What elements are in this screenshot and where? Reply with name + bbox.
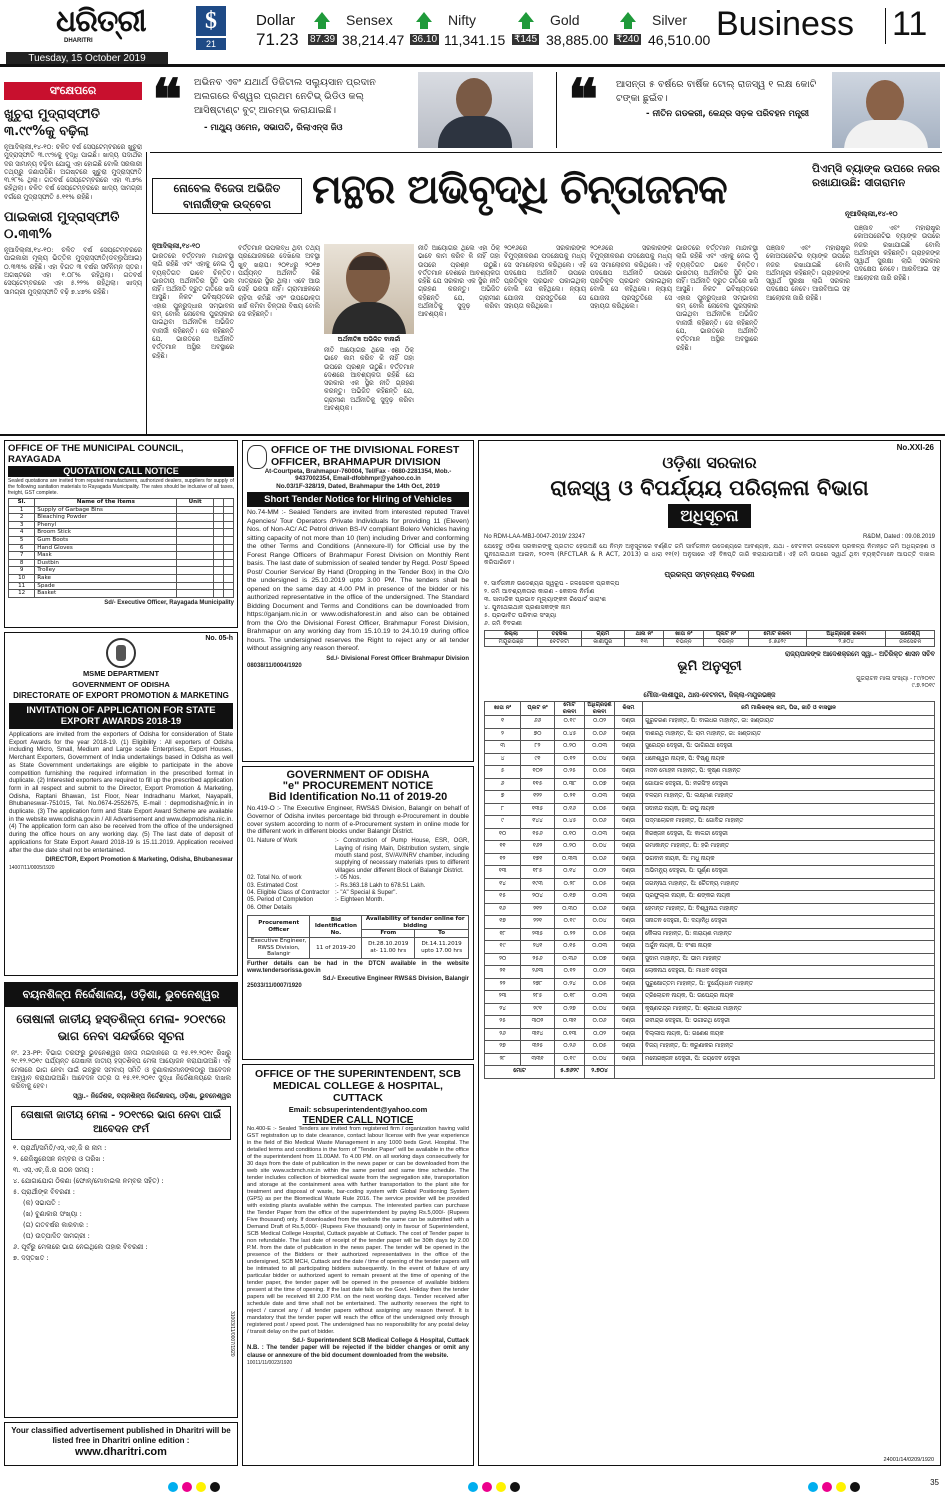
person-photo-right [832,72,940,148]
table-row: ୩ ୮୨ ୦.୨୦ ୦.୦୩ ଦଣ୍ଡା ସୁରେନ୍ଦ୍ର ଦେହୁରୀ, ପି: ଭାଗିରଥୀ ଦେହୁରୀ [485,741,935,754]
ad-eproc-body: No.419-O :- The Executive Engineer, RWS&S Division, Balangir on behalf of Governor of Odisha invites percentage bid through e-Procurement in double cover system according to norm of e-Procurement system in online mode for the different work in different blocks under Balangir District. [247,805,469,836]
ad-revenue-schedule-table: ଖାତା ନଂ ପ୍ଲଟ ନଂ ମୋଟ ରକବା ଅଧିଗ୍ରହଣ ରକବା କିସମ ଜମି ମାଲିକଙ୍କ ନାମ, ପିତା, ଜାତି ଓ ବାସସ୍ଥାନ ୧ ୬୬ ୦.୧୯ ୦.୦୨ ଦଣ୍ଡା ଗୁରୁଚରଣ ମାହାନ୍ତ, ପି: ବାଇଧର ମାହାନ୍ତ, ଜା: ଖଣ୍ଡାୟତ ୨ ୭୦ ୦.୪୫ ୦.୦୬ ଦଣ୍ଡା ଦାଶରଥି ମାହାନ୍ତ, ପି: ରାମ ମାହାନ୍ତ, ଜା: ଖଣ୍ଡାୟତ ୩ ୮୨ ୦.୨୦ ୦.୦୩ ଦଣ୍ଡା ସୁରେନ୍ଦ୍ର ଦେହୁରୀ, ପି: ଭାଗିରଥୀ ଦେହୁରୀ ୪ ୯୧ ୦.୧୨ ୦.୦୪ ଦଣ୍ଡା ଧନେଶ୍ୱର ନାୟକ, ପି: ବିଷ୍ଣୁ ନାୟକ ୫ ୧୦୨ ୦.୨୫ ୦.୦୫ ଦଣ୍ଡା ମଦନ ମୋହନ ମାହାନ୍ତ, ପି: କୃଷ୍ଣ ମାହାନ୍ତ ୬ ୧୧୫ ୦.୩୮ ୦.୦୭ ଦଣ୍ଡା ଗୋପାଳ ଦେହୁରୀ, ପି: ନରସିଂହ ଦେହୁରୀ ୭ ୧୨୨ ୦.୨୧ ୦.୦୩ ଦଣ୍ଡା ବଳରାମ ମାହାନ୍ତ, ପି: ଲକ୍ଷ୍ମଣ ମାହାନ୍ତ ୮ ୧୩୫ ୦.୧୬ ୦.୦୫ ଦଣ୍ଡା ସଦାନନ୍ଦ ନାୟକ, ପି: ରଘୁ ନାୟକ ୯ ୧୪୪ ୦.୪୫ ୦.୦୬ ଦଣ୍ଡା ପଦ୍ମଲୋଚନ ମାହାନ୍ତ, ପି: ଗୋବିନ୍ଦ ମାହାନ୍ତ ୧୦ ୧୫୬ ୦.୧୦ ୦.୦୩ ଦଣ୍ଡା ନିରଞ୍ଜନ ଦେହୁରୀ, ପି: କାଳନ୍ଦୀ ଦେହୁରୀ ୧୧ ୧୬୨ ୦.୨୦ ୦.୦୪ ଦଣ୍ଡା ରମାକାନ୍ତ ମାହାନ୍ତ, ପି: ହରି ମାହାନ୍ତ ୧୨ ୧୭୧ ୦.୩୩ ୦.୦୬ ଦଣ୍ଡା ଭଗବାନ ନାୟକ, ପି: ମଧୁ ନାୟକ ୧୩ ୧୮୫ ୦.୧୪ ୦.୦୨ ଦଣ୍ଡା ଅଭିମନ୍ୟୁ ଦେହୁରୀ, ପି: ପୂର୍ଣ୍ଣ ଦେହୁରୀ ୧୪ ୧୯୩ ୦.୨୮ ୦.୦୫ ଦଣ୍ଡା ଜଗନ୍ନାଥ ମାହାନ୍ତ, ପି: ଚୈତନ୍ୟ ମାହାନ୍ତ ୧୫ ୨୦୪ ୦.୧୭ ୦.୦୩ ଦଣ୍ଡା ପ୍ରଫୁଲ୍ଲ ନାୟକ, ପି: ଶଙ୍କର ନାୟକ ୧୬ ୨୧୨ ୦.୩୦ ୦.୦୬ ଦଣ୍ଡା ହେମନ୍ତ ମାହାନ୍ତ, ପି: ବିଶ୍ୱନାଥ ମାହାନ୍ତ ୧୭ ୨୨୧ ୦.୧୯ ୦.୦୪ ଦଣ୍ଡା ସନାତନ ଦେହୁରୀ, ପି: ଦୟାନିଧି ଦେହୁରୀ ୧୮ ୨୩୫ ୦.୨୨ ୦.୦୫ ଦଣ୍ଡା କୈଳାସ ମାହାନ୍ତ, ପି: ନାରାୟଣ ମାହାନ୍ତ ୧୯ ୨୪୧ ୦.୧୫ ୦.୦୩ ଦଣ୍ଡା ଅର୍ଜୁନ ନାୟକ, ପି: ବଂଶୀ ନାୟକ ୨୦ ୨୫୬ ୦.୩୬ ୦.୦୭ ଦଣ୍ଡା ସୁଦାମ ମାହାନ୍ତ, ପି: ଭୀମ ମାହାନ୍ତ ୨୧ ୨୬୩ ୦.୧୨ ୦.୦୨ ଦଣ୍ଡା ଲୋକନାଥ ଦେହୁରୀ, ପି: ମାଧବ ଦେହୁରୀ ୨୨ ୨୭୮ ୦.୨୪ ୦.୦୫ ଦଣ୍ଡା ପୁରୁଷୋତ୍ତମ ମାହାନ୍ତ, ପି: ଦୁର୍ଯ୍ୟୋଧନ ମାହାନ୍ତ ୨୩ ୨୮୫ ୦.୧୮ ୦.୦୩ ଦଣ୍ଡା ତ୍ରିଲୋଚନ ନାୟକ, ପି: ଉପେନ୍ଦ୍ର ନାୟକ ୨୪ ୨୯୧ ୦.୨୭ ୦.୦୪ ଦଣ୍ଡା କୃଷ୍ଣଚନ୍ଦ୍ର ମାହାନ୍ତ, ପି: ଶ୍ରୀଧର ମାହାନ୍ତ ୨୫ ୩୦୨ ୦.୩୧ ୦.୦୬ ଦଣ୍ଡା ରବୀନ୍ଦ୍ର ଦେହୁରୀ, ପି: ଭଗୀରଥି ଦେହୁରୀ ୨୬ ୩୧୪ ୦.୧୩ ୦.୦୨ ଦଣ୍ଡା ଦିଲ୍ଲୀପ ନାୟକ, ପି: ଗଣେଶ ନାୟକ ୨୭ ୩୨୫ ୦.୨୬ ୦.୦୫ ଦଣ୍ଡା ବିଜୟ ମାହାନ୍ତ, ପି: କରୁଣାକର ମାହାନ୍ତ ୨୮ ୩୩୧ ୦.୧୯ ୦.୦୪ ଦଣ୍ଡା ମନୋରଞ୍ଜନ ଦେହୁରୀ, ପି: ଜୟଦେବ ଦେହୁରୀ ମୋଟ ୫.୭୬୨୯ ୨.୭୦୪ [484,701,935,1079]
side-story-col2: ପଞ୍ଜାବ ଏବଂ ମହାରାଷ୍ଟ୍ର କୋଅପରେଟିଭ ବ୍ୟାଙ୍କ ଉପରେ ନଜର ରଖାଯାଇଛି ବୋଲି ଅର୍ଥମନ୍ତ୍ରୀ କହିଛନ୍ତି। ଗ୍ରାହକଙ୍କ ସ୍ୱାର୍ଥ ସୁରକ୍ଷା ଲାଗି ସରକାର ପଦକ୍ଷେପ ନେବେ। ଆରବିଆଇ ସହ ଆଲୋଚନା ଜାରି ରହିଛି। [854,224,940,282]
table-row: ୧୨ ୧୭୧ ୦.୩୩ ୦.୦୬ ଦଣ୍ଡା ଭଗବାନ ନାୟକ, ପି: ମଧୁ ନାୟକ [485,853,935,866]
ad-forest-body: No.74-MM :- Sealed Tenders are invited from interested reputed Travel Agencies/ Tour Operators /Private Individuals for providing 11 (Eleven) Nos. of Non-AC/ AC Petrol driven BS-IV compliant Bolero Vehicles having sitting capacity of not more than 10 (ten) including Driver and conforming the other Terms and Conditions (Annexure-II) for Official use by the Forest Range Officers of Brahmapur Forest Division on Monthly Rent basis. The last date of submission of sealed tender by Regd. Post/ Speed Post/ Courier Service/ By Hand (Dropping in the Tender Box) in the O/o the undersigned is 25.10.2019 upto 3.00 PM. The tenders shall be opened on the same day at 4.00 PM in presence of the bidder or his authorized representative in the office of the undersigned. The Standard Bidding Document and Terms and Conditions can be downloaded from https://ganjam.nic.in or www.odishaforest.in and also can be obtained from the O/o the Divisional Forest Officer, Brahmapur Forest Division, Brahmapur on any working day from 15.10.19 to 24.10.19 during office hours. The undersigned reserves the Right to reject any or all tender without assigning any reason thereof. [247,509,469,653]
side-story-col1: ପଞ୍ଜାବ ଏବଂ ମହାରାଷ୍ଟ୍ର କୋଅପରେଟିଭ ବ୍ୟାଙ୍କ ଉପରେ ନଜର ରଖାଯାଇଛି ବୋଲି ଅର୍ଥମନ୍ତ୍ରୀ କହିଛନ୍ତି। ଗ୍ରାହକଙ୍କ ସ୍ୱାର୍ଥ ସୁରକ୍ଷା ଲାଗି ସରକାର ପଦକ୍ଷେପ ନେବେ। ଆରବିଆଇ ସହ ଆଲୋଚନା ଜାରି ରହିଛି। [766,244,850,302]
lead-col5: ୨୦୧୬ରେ ସରକାରଙ୍କ ବିମୁଦ୍ରୀକରଣ ପଦକ୍ଷେପକୁ ମଧ୍ୟ ସେ ସମାଲୋଚନା କରିଥିଲେ। ଏହି ପଦକ୍ଷେପ ଅର୍ଥନୀତି ଉପରେ ପ୍ରତିକୂଳ ପ୍ରଭାବ ପକାଇଥିଲା ବୋଲି ସେ କହିଥିଲେ। ନ୍ୟାୟ ଯୋଜନା ପ୍ରସ୍ତୁତିରେ ସେ ସହାୟତା କରିଥିଲେ। [590,244,672,311]
table-row: ୬ ୧୧୫ ୦.୩୮ ୦.୦୭ ଦଣ୍ଡା ଗୋପାଳ ଦେହୁରୀ, ପି: ନରସିଂହ ଦେହୁରୀ [485,778,935,791]
brief1-body: ନୂଆଦିଲ୍ଲୀ,୧୪-୧୦: ଚଳିତ ବର୍ଷ ସେପ୍ଟେମ୍ବରରେ ଖୁଚୁରା ମୁଦ୍ରାସ୍ଫୀତି ୩.୯୯%କୁ ବୃଦ୍ଧି ପାଇଛି। ଖାଦ୍ୟ ପଦାର୍ଥର ଦର ସାମାନ୍ୟ ବଢ଼ିବା ଯୋଗୁ ଏହା ହୋଇଛି ବୋଲି ସରକାରୀ ତଥ୍ୟରୁ ଜଣାପଡ଼ିଛି। ଅଗଷ୍ଟରେ ଖୁଚୁରା ମୁଦ୍ରାସ୍ଫୀତି ୩.୨୮% ଥିଲା। ଗତବର୍ଷ ସେପ୍ଟେମ୍ବରରେ ଏହା ୩.୭% ରହିଥିଲା। ଚଳିତ ବର୍ଷ ସେପ୍ଟେମ୍ବରରେ ଖାଦ୍ୟ ସାମଗ୍ରୀ ବର୍ଗରେ ମୁଦ୍ରାସ୍ଫୀତି ୫.୧୧% ରହିଛି। [4,143,142,201]
table-row: ୨ ୭୦ ୦.୪୫ ୦.୦୬ ଦଣ୍ଡା ଦାଶରଥି ମାହାନ୍ତ, ପି: ରାମ ମାହାନ୍ତ, ଜା: ଖଣ୍ଡାୟତ [485,728,935,741]
lead-kicker: ନୋବେଲ ବିଜେତା ଅଭିଜିତ ବାନାର୍ଜୀଙ୍କ ଉଦ୍‌ବେଗ [152,178,302,214]
brief1-headline: ଖୁଚୁରା ମୁଦ୍ରାସ୍ଫୀତି ୩.୯୯%କୁ ବଢ଼ିଲା [4,107,100,139]
brief2-body: ନୂଆଦିଲ୍ଲୀ,୧୪-୧୦: ଚଳିତ ବର୍ଷ ସେପ୍ଟେମ୍ବରରେ ପାଇକାରୀ ମୂଲ୍ୟ ଭିତ୍ତିକ ମୁଦ୍ରାସ୍ଫୀତି(ଡବ୍ଲୁପିଆଇ) ୦.୩୩% ରହିଛି। ଏହା ବିଗତ ୩ ବର୍ଷର ସର୍ବନିମ୍ନ ସ୍ତର। ଅଗଷ୍ଟରେ ଏହା ୧.୦୮% ରହିଥିଲା। ଗତବର୍ଷ ସେପ୍ଟେମ୍ବରରେ ଏହା ୫.୨୨% ରହିଥିଲା। ଖାଦ୍ୟ ସାମଗ୍ରୀ ମୁଦ୍ରାସ୍ଫୀତି ବଢ଼ି ୭.୪୭% ରହିଛି। [4,246,142,296]
quote-left-author: - ମାଥ୍ୟୁ ଓମେନ, ସଭାପତି, ରିଲାଏନ୍ସ ଜିଓ [204,123,343,133]
lead-col1: ଭାରତରେ ବର୍ତ୍ତମାନ ମାନ୍ଦାବସ୍ଥା ଲାଗି ରହିଛି ଏବଂ ଏହାକୁ ନେଇ ମୁଁ ବ୍ୟକ୍ତିଗତ ଭାବେ ଚିନ୍ତିତ। ଭାରତୀୟ ଅର୍ଥନୀତିର ସ୍ଥିତି ଭଲ ନାହିଁ। ଅର୍ଥନୀତି ଦ୍ରୁତ ଗତିରେ ଖସି ଆସୁଛି। ନିକଟ ଭବିଷ୍ୟତରେ ଏହାର ପୁନରୁଦ୍ଧାର ସମ୍ଭାବନା କମ୍ ବୋଲି ନୋବେଲ ପୁରସ୍କାର ପାଇଥିବା ଅର୍ଥନୀତିଜ୍ଞ ଅଭିଜିତ ବାନାର୍ଜୀ କହିଛନ୍ତି। ସେ କହିଛନ୍ତି ଯେ, ଭାରତରେ ଅର୍ଥନୀତି ବର୍ତ୍ତମାନ ଅସ୍ଥିର ଅବସ୍ଥାରେ ରହିଛି। [152,252,234,360]
ad-eproc-sign: Sd./- Executive Engineer RWS&S Division, Balangir [322,975,469,982]
table-row: ୨୫ ୩୦୨ ୦.୩୧ ୦.୦୬ ଦଣ୍ଡା ରବୀନ୍ଦ୍ର ଦେହୁରୀ, ପି: ଭଗୀରଥି ଦେହୁରୀ [485,1016,935,1029]
dharitri-logo: ଧରିତ୍ରୀ [56,4,146,39]
table-row: ୭ ୧୨୨ ୦.୨୧ ୦.୦୩ ଦଣ୍ଡା ବଳରାମ ମାହାନ୍ତ, ପି: ଲକ୍ଷ୍ମଣ ମାହାନ୍ତ [485,791,935,804]
ticker-nifty [410,8,510,48]
lead-dateline: ନୂଆଦିଲ୍ଲୀ,୧୪-୧୦ [152,242,200,250]
ad-revenue-govt: ଓଡ଼ିଶା ସରକାର [662,453,757,472]
sensex-value: 38,214.47 [342,32,405,48]
quote-right [566,72,942,148]
lead-col3: ନୀତି ଆୟୋଗର ଥିଲେ ଏହା ଠିକ୍ ଭାବେ କାମ କରିବ କି ନାହିଁ ତାହା ଉପରେ ପ୍ରଶ୍ନ ଉଠୁଛି। ବର୍ତ୍ତମାନ ଦେଶରେ ଆବଶ୍ୟକତା ରହିଛି ଯେ ସରକାର ଏକ ସ୍ଥିର ନୀତି ଗ୍ରହଣ କରନ୍ତୁ। ଅଭିଜିତ କହିଛନ୍ତି ଯେ, ଗ୍ରାମୀଣ ଅର୍ଥନୀତିକୁ ସୁଦୃଢ଼ କରିବା ଆବଶ୍ୟକ। [418,244,500,319]
ad-eproc-code: 25033/11/0007/1920 [247,983,302,990]
quote-left-text: ଅଭିନବ ଏବଂ ଯଥାର୍ଥ ଡିଜିଟାଲ ସଲ୍ୟୁସାନ ପ୍ରଦାନ ଅଲଗରେ ବିଶ୍ୱର ପ୍ରଥମ ନେଟିଭ୍ ଭିଡିଓ କଲ୍ ଆସିଷ୍ଟାଣ୍ଟ ବୁଟ୍ ଆରମ୍ଭ କରାଯାଇଛି। [194,77,376,116]
ad-scb [242,1064,474,1466]
form-field: (କ) ସଭାପତି : [23,1198,61,1207]
lead-photo [324,244,414,334]
form-field: ୧. ପ୍ରାର୍ଥୀ/ସମିତି/ଏସ୍.ଏଚ୍.ଜି ର ନାମ : [13,1143,107,1152]
quote-left [148,72,543,148]
ad-forest-code: 08038/11/0004/1920 [247,663,302,670]
table-total-row: ମୋଟ ୫.୭୬୨୯ ୨.୭୦୪ [485,1066,935,1079]
table-row: ୨୧ ୨୬୩ ୦.୧୨ ୦.୦୨ ଦଣ୍ଡା ଲୋକନାଥ ଦେହୁରୀ, ପି: ମାଧବ ଦେହୁରୀ [485,966,935,979]
ad-revenue-sched-no: ଗୁଜରାଟନ ମାଳା ସଂଖ୍ୟା - ୮୯/୨୦୧୯ [856,675,935,682]
ad-forest-title: OFFICE OF THE DIVISIONAL FOREST OFFICER, BRAHMAPUR DIVISION [271,444,460,468]
ad-msme-no: No. 05-h [205,635,233,642]
ad-eproc [242,766,474,1060]
lead-col6: ଭାରତରେ ବର୍ତ୍ତମାନ ମାନ୍ଦାବସ୍ଥା ଲାଗି ରହିଛି ଏବଂ ଏହାକୁ ନେଇ ମୁଁ ବ୍ୟକ୍ତିଗତ ଭାବେ ଚିନ୍ତିତ। ଭାରତୀୟ ଅର୍ଥନୀତିର ସ୍ଥିତି ଭଲ ନାହିଁ। ଅର୍ଥନୀତି ଦ୍ରୁତ ଗତିରେ ଖସି ଆସୁଛି। ନିକଟ ଭବିଷ୍ୟତରେ ଏହାର ପୁନରୁଦ୍ଧାର ସମ୍ଭାବନା କମ୍ ବୋଲି ନୋବେଲ ପୁରସ୍କାର ପାଇଥିବା ଅର୍ଥନୀତିଜ୍ଞ ଅଭିଜିତ ବାନାର୍ଜୀ କହିଛନ୍ତି। ସେ କହିଛନ୍ତି ଯେ, ଭାରତରେ ଅର୍ଥନୀତି ବର୍ତ୍ତମାନ ଅସ୍ଥିର ଅବସ୍ଥାରେ ରହିଛି। [676,244,758,352]
ad-eproc-subtitle: "e" PROCUREMENT NOTICE [282,780,434,792]
ad-forest-sign: Sd./- Divisional Forest Officer Brahmapur Division [326,655,469,662]
ticker-silver [614,8,710,48]
ad-handloom [4,982,238,1418]
form-field: ୬. ପୂର୍ବରୁ ମେଳାରେ ଭାଗ ନେଇଥିଲେ ତାହାର ବିବରଣୀ : [13,1242,148,1251]
ticker-dollar [196,8,306,48]
ad-revenue-code: 24001/14/0209/1920 [883,1457,934,1463]
page-number: 11 [892,5,928,43]
table-row: ୨୦ ୨୫୬ ୦.୩୬ ୦.୦୭ ଦଣ୍ଡା ସୁଦାମ ମାହାନ୍ତ, ପି: ଭୀମ ମାହାନ୍ତ [485,953,935,966]
ad-revenue-dated: R&DM, Dated : 09.08.2019 [862,534,935,540]
table-row: ୧୩ ୧୮୫ ୦.୧୪ ୦.୦୨ ଦଣ୍ଡା ଅଭିମନ୍ୟୁ ଦେହୁରୀ, ପି: ପୂର୍ଣ୍ଣ ଦେହୁରୀ [485,866,935,879]
table-row: ୯ ୧୪୪ ୦.୪୫ ୦.୦୬ ଦଣ୍ଡା ପଦ୍ମଲୋଚନ ମାହାନ୍ତ, ପି: ଗୋବିନ୍ଦ ମାହାନ୍ତ [485,816,935,829]
side-story-headline: ପିଏମ୍‌ସି ବ୍ୟାଙ୍କ ଉପରେ ନଜର ରଖାଯାଉଛି: ସୀତାରାମନ [812,163,940,189]
odisha-emblem-icon [106,638,136,668]
form-field: ୩. ଏସ୍.ଏଚ୍.ଜି.ର ଗଠନ ସମୟ : [13,1165,94,1174]
ticker-sensex [308,8,408,48]
ad-revenue-proj-title: ପ୍ରକଳ୍ପ ସମ୍ବନ୍ଧୀୟ ବିବରଣୀ [664,570,755,580]
table-row: ୧୭ ୨୨୧ ୦.୧୯ ୦.୦୪ ଦଣ୍ଡା ସନାତନ ଦେହୁରୀ, ପି: ଦୟାନିଧି ଦେହୁରୀ [485,916,935,929]
form-field: (ଗ) ଗତବର୍ଷର କାରବାର : [23,1220,89,1229]
classified-line1: Your classified advertisement published in Dharitri will be listed free in Dharitri online edition : [11,1426,231,1445]
gold-change: ₹145 [514,34,538,45]
silver-change: ₹240 [616,34,640,45]
ad-eproc-footer: Further details can be had in the DTCN available in the website www.tendersorissa.gov.in [247,960,469,975]
ad-revenue-sched-sub: ମୌଜା-କାଶୀପୁର, ଥାନା-ବେଟନଟୀ, ଜିଲ୍ଲା-ମୟୂରଭଞ୍ଜ [643,690,776,699]
ad-scb-nb: N.B. : The tender paper will be rejected if the bidder changes or omit any clause or annexure of the bid document downloaded from the website. [247,1345,469,1359]
ad-revenue-notif: ଅଧିସୂଚନା [668,504,750,528]
dollar-change: 21 [196,38,226,50]
ad-scb-code: 10011/11/0023/1920 [247,1360,293,1367]
ad-municipal-subtitle: QUOTATION CALL NOTICE [8,466,234,477]
ad-revenue-body: ଯେହେତୁ ଓଡ଼ିଶା ସରକାରଙ୍କୁ ପ୍ରତୀତ ହେଉଅଛି ଯେ ନିମ୍ନ ଅନୁସୂଚୀରେ ବର୍ଣ୍ଣିତ ଜମି ସାର୍ବଜନୀନ ଉଦ୍ଦେଶ୍ୟରେ ଆବଶ୍ୟକ, ଯଥା - ବେଟନଟୀ ଜଳସେଚନ ପ୍ରକଳ୍ପ ନିମନ୍ତେ ଜମି ଅଧିଗ୍ରହଣ ଓ ପୁନଃଥଇଥାନ ଆଇନ, ୨୦୧୩ (RFCTLAR & R ACT, 2013) ର ଧାରା ୧୧(୧) ଅନୁସାରେ ଏହି ବିଜ୍ଞପ୍ତି ଜାରି କରାଯାଉଅଛି। ଏହି ଜମି ଉପରେ ସ୍ୱାର୍ଥ ଥିବା ବ୍ୟକ୍ତିମାନେ ଆପତ୍ତି ଦାଖଲ କରିପାରିବେ। [484,543,935,567]
briefs-column [4,82,142,430]
form-field: ୨. ରେଜିଷ୍ଟ୍ରେସନ ନମ୍ବର ଓ ତାରିଖ : [13,1154,105,1163]
lead-headline: ମନ୍ଥର ଅଭିବୃଦ୍ଧି ଚିନ୍ତାଜନକ [312,167,727,213]
ad-revenue-ref: No RDM-LAA-MBJ-0047-2019/ 23247 [484,534,586,540]
quote-mark-icon: ❝ [568,70,599,132]
nifty-change: 36.10 [412,34,438,45]
ad-scb-email: Email: scbsuperintendent@yahoo.com [288,1105,428,1114]
table-row: ୧୮ ୨୩୫ ୦.୨୨ ୦.୦୫ ଦଣ୍ଡା କୈଳାସ ମାହାନ୍ତ, ପି: ନାରାୟଣ ମାହାନ୍ତ [485,928,935,941]
sensex-label: Sensex [346,12,393,28]
ad-handloom-title: ତୋଷାଳୀ ଜାତୀୟ ହସ୍ତଶିଳ୍ପ ମେଳା- ୨୦୧୯ରେ ଭାଗ ନେବା ସନ୍ଦର୍ଭରେ ସୂଚନା [16,1012,226,1043]
ad-municipal-body: Sealed quotations are invited from reputed manufacturers, authorized dealers, suppliers for supply of the following sanitation materials to Rayagada Municipality. The rates should be inclusive of all taxes, freight, GST complete. [8,478,234,496]
classified-note [4,1422,238,1466]
market-ticker [196,2,711,50]
side-story-dateline: ନୂଆଦିଲ୍ଲୀ,୧୪-୧୦ [845,210,898,218]
table-row: ୧୬ ୨୧୨ ୦.୩୦ ୦.୦୬ ଦଣ୍ଡା ହେମନ୍ତ ମାହାନ୍ତ, ପି: ବିଶ୍ୱନାଥ ମାହାନ୍ତ [485,903,935,916]
nifty-label: Nifty [448,12,476,28]
form-field: (ଖ) ବୁଣାକାର ସଂଖ୍ୟା : [23,1209,82,1218]
table-row: ୨୪ ୨୯୧ ୦.୨୭ ୦.୦୪ ଦଣ୍ଡା କୃଷ୍ଣଚନ୍ଦ୍ର ମାହାନ୍ତ, ପି: ଶ୍ରୀଧର ମାହାନ୍ତ [485,1003,935,1016]
quote-mark-icon: ❝ [152,70,183,132]
gold-value: 38,885.00 [546,32,609,48]
gold-label: Gold [550,12,580,28]
silver-value: 46,510.00 [648,32,711,48]
ad-msme-sign: DIRECTOR, Export Promotion & Marketing, Odisha, Bhubaneswar [45,857,233,864]
table-row: ୧୫ ୨୦୪ ୦.୧୭ ୦.୦୩ ଦଣ୍ଡା ପ୍ରଫୁଲ୍ଲ ନାୟକ, ପି: ଶଙ୍କର ନାୟକ [485,891,935,904]
classified-url[interactable]: www.dharitri.com [75,1446,167,1458]
masthead-logo-area [6,4,168,62]
table-row: ୫ ୧୦୨ ୦.୨୫ ୦.୦୫ ଦଣ୍ଡା ମଦନ ମୋହନ ମାହାନ୍ତ, ପି: କୃଷ୍ଣ ମାହାନ୍ତ [485,766,935,779]
ticker-gold [512,8,612,48]
table-row: ୨୬ ୩୧୪ ୦.୧୩ ୦.୦୨ ଦଣ୍ଡା ଦିଲ୍ଲୀପ ନାୟକ, ପି: ଗଣେଶ ନାୟକ [485,1028,935,1041]
ad-revenue-sched-title: ଭୂମି ଅନୁସୂଚୀ [677,658,742,674]
ad-handloom-header: ବୟନଶିଳ୍ପ ନିର୍ଦ୍ଦେଶାଳୟ, ଓଡ଼ିଶା, ଭୁବନେଶ୍ୱର [5,983,237,1007]
table-row: ୧୯ ୨୪୧ ୦.୧୫ ୦.୦୩ ଦଣ୍ଡା ଅର୍ଜୁନ ନାୟକ, ପି: ବଂଶୀ ନାୟକ [485,941,935,954]
quote-right-author: - ନୀତିନ ଗଡକରୀ, କେନ୍ଦ୍ର ସଡ଼କ ପରିବହନ ମନ୍ତ୍ରୀ [646,109,809,119]
table-row: ୮ ୧୩୫ ୦.୧୬ ୦.୦୫ ଦଣ୍ଡା ସଦାନନ୍ଦ ନାୟକ, ପି: ରଘୁ ନାୟକ [485,803,935,816]
silver-label: Silver [652,12,688,28]
quote-right-text: ଆସନ୍ତା ୫ ବର୍ଷରେ ବାର୍ଷିକ ଟୋଲ୍ ରାଜସ୍ୱ ୧ ଲକ୍ଷ କୋଟି ଟଙ୍କା ଛୁଇଁବ। [616,79,817,104]
ad-msme-banner: INVITATION OF APPLICATION FOR STATE EXPORT AWARDS 2018-19 [9,703,233,729]
ad-forest-address: At-Courtpeta, Brahmapur-760004, Tel/Fax - 0680-2281354, Mob.- 9437002354, Email-dfobhmpr@yahoo.co.in [264,468,452,483]
ad-revenue-proj-items: ୧. ସାର୍ବଜନୀନ ଉଦ୍ଦେଶ୍ୟର ସ୍ୱରୂପ - ଜଳସେଚନ ପ୍ରକଳ୍ପ ୨. ଜମି ଆବଶ୍ୟକତାର କାରଣ - କେନାଲ ନିର୍ମାଣ ୩. ସାମାଜିକ ପ୍ରଭାବ ମୂଲ୍ୟାଙ୍କନ ରିପୋର୍ଟ ସାରାଂଶ ୪. ପୁନଃଥଇଥାନ ପ୍ରଶାସକଙ୍କ ନାମ ୫. ପ୍ରଭାବିତ ପରିବାର ସଂଖ୍ୟା ୬. ଜମି ବିବରଣୀ [484,580,620,628]
ad-revenue-sched-no2: ୯.୭.୨୦୧୯ [911,683,935,690]
section-title: Business [716,5,854,43]
ad-msme-dir: DIRECTORATE OF EXPORT PROMOTION & MARKETING [13,691,229,700]
dollar-icon: $ [196,6,226,36]
ad-revenue-sign: ରାଜ୍ୟପାଳଙ୍କ ଆଦେଶକ୍ରମେ ସ୍ୱା.- ଅତିରିକ୍ତ ଶାସନ ସଚିବ [785,649,935,658]
dollar-value: 71.23 [256,30,299,49]
ad-scb-subtitle: TENDER CALL NOTICE [302,1115,414,1126]
briefs-header: ସଂକ୍ଷେପରେ [4,82,142,100]
ad-municipal-table: Sl. Name of the items Unit 1 Supply of Garbage Bins 2 Bleaching Powder 3 Phenyl 4 Broom Stick 5 Gum Boots 6 Hand Gloves 7 Mask 8 Dustbin 9 Trolley 10 Rake 11 Spade 12 Basket [8,498,234,598]
color-registration-marks [0,1476,945,1498]
form-field: ୭. ଦସ୍ତଖତ : [13,1253,49,1262]
table-row: ୧୦ ୧୫୬ ୦.୧୦ ୦.୦୩ ଦଣ୍ଡା ନିରଞ୍ଜନ ଦେହୁରୀ, ପି: କାଳନ୍ଦୀ ଦେହୁରୀ [485,828,935,841]
ad-revenue-table1: ଜିଲ୍ଲା ତହସିଲ ଗ୍ରାମ ଥାନା ନଂ ଖାତା ନଂ ପ୍ଲଟ ନଂ ମୋଟ ରକବା ଅଧିଗ୍ରହଣ ରକବା ଉଦ୍ଦେଶ୍ୟ ମୟୂରଭଞ୍ଜ ବେଟନଟୀ କାଶୀପୁର ୧୩ ବିଭିନ୍ନ ବିଭିନ୍ନ ୫.୭୬୨୯ ୨.୭୦୪ ଜଳସେଚନ [484,630,935,646]
ad-municipal-footer: Sd/- Executive Officer, Rayagada Municipality [104,599,234,606]
ad-scb-sign: Sd./- Superintendent SCB Medical College & Hospital, Cuttack [292,1338,469,1344]
forest-emblem-icon [247,445,267,469]
table-row: ୨୨ ୨୭୮ ୦.୨୪ ୦.୦୫ ଦଣ୍ଡା ପୁରୁଷୋତ୍ତମ ମାହାନ୍ତ, ପି: ଦୁର୍ଯ୍ୟୋଧନ ମାହାନ୍ତ [485,978,935,991]
lead-col2: ବର୍ତ୍ତମାନ ଉପଲବ୍ଧ ଥିବା ତଥ୍ୟ ପ୍ରଯୋଜକରେ ଦେଖିଲେ ଅବସ୍ଥା ଖୁବ୍ ଖରାପ। ୨୦୧୪ରୁ ୨୦୧୭ ପର୍ଯ୍ୟନ୍ତ ଅର୍ଥନୀତି କିଛି ମାତ୍ରାରେ ସ୍ଥିର ଥିଲା। ଏବେ ଆଉ ସେହି ଭରସା ନାହିଁ। ଗ୍ରାମାଞ୍ଚଳରେ ଚାହିଦା କମିଛି ଏବଂ ଉପଭୋକ୍ତା ଖର୍ଚ୍ଚ କମିବା ଚିନ୍ତାର ବିଷୟ ବୋଲି ସେ କହିଛନ୍ତି। [238,244,320,319]
sensex-change: 87.39 [310,34,336,45]
form-field: (ଘ) ଉତ୍ପାଦିତ ସାମଗ୍ରୀ : [23,1231,90,1240]
table-row: ୪ ୯୧ ୦.୧୨ ୦.୦୪ ଦଣ୍ଡା ଧନେଶ୍ୱର ନାୟକ, ପି: ବିଷ୍ଣୁ ନାୟକ [485,753,935,766]
table-row: ୧ ୬୬ ୦.୧୯ ୦.୦୨ ଦଣ୍ଡା ଗୁରୁଚରଣ ମାହାନ୍ତ, ପି: ବାଇଧର ମାହାନ୍ତ, ଜା: ଖଣ୍ଡାୟତ [485,716,935,729]
form-field: ୪. ଯୋଗାଯୋଗ ଠିକଣା (ଫୋନ୍/ମୋବାଇଲ ନମ୍ବର ସହିତ) : [13,1176,164,1185]
ad-revenue [478,440,941,1466]
table-row: ୧୧ ୧୬୨ ୦.୨୦ ୦.୦୪ ଦଣ୍ଡା ରମାକାନ୍ତ ମାହାନ୍ତ, ପି: ହରି ମାହାନ୍ତ [485,841,935,854]
table-row: ୨୩ ୨୮୫ ୦.୧୮ ୦.୦୩ ଦଣ୍ଡା ତ୍ରିଲୋଚନ ନାୟକ, ପି: ଉପେନ୍ଦ୍ର ନାୟକ [485,991,935,1004]
ad-eproc-bid: Bid Identification No.11 of 2019-20 [268,791,448,803]
ad-forest-ref: No.03/1F-328/19, Dated, Brahmapur the 14th Oct, 2019 [276,482,440,490]
ad-msme-dept: MSME DEPARTMENT [82,669,160,678]
ad-handloom-code: 31003/11/0007/1920 [229,1311,235,1357]
ad-eproc-table: Procurement Officer Bid Identification No. Availability of tender online for bidding From To Executive Engineer, RWSS Division, Balangir 11 of 2019-20 Dt.28.10.2019 at- 11.00 hrs Dt.14.11.2019 upto 17.00 hrs [247,915,469,959]
table-row: ୨୭ ୩୨୫ ୦.୨୬ ୦.୦୫ ଦଣ୍ଡା ବିଜୟ ମାହାନ୍ତ, ପି: କରୁଣାକର ମାହାନ୍ତ [485,1041,935,1054]
ad-forest [242,440,474,762]
footer-page-number: 35 [930,1478,939,1487]
ad-msme-body: Applications are invited from the exporters of Odisha for consideration of State Export Awards for the year 2018-19. (1) Eligibility : All exporters of Odisha including Micro, Small, Medium and Large scale Enterprises, Export Houses, Merchant Exporters, Government of India undertakings based in Odisha as well as State Government undertakings are eligible to participate in the above competition furnishing the required information in the prescribed format in duplicate. (2) Interested exporters are required to fill up the prescribed application form in all respect and submit to the Director, Export Promotion & Marketing, Odisha, Raptani Bhawan, 1st Floor, Near Indradhanu Market, Nayapalli, Bhubaneswar-751015, Tel. No.0674-2552675, E-mail : depmodisha@nic.in in duplicate. (3) The application form and State Export Award Scheme are available in the website www.odisha.gov.in / All Advertisement and www.depmodisha.nic.in. (4) The application form can also be received from the office of the undersigned during the office hours on any working day. (5) The last date of deposit of applications for State Export Award 2018-19 is 15.11.2019. Application received after the due date shall not be entertained. [9,731,233,854]
ad-handloom-form-fields [5,1143,237,1264]
brief2-headline: ପାଇକାରୀ ମୁଦ୍ରାସ୍ଫୀତି ୦.୩୩% [4,210,120,243]
ad-msme [4,632,238,976]
table-row: ୧୪ ୧୯୩ ୦.୨୮ ୦.୦୫ ଦଣ୍ଡା ଜଗନ୍ନାଥ ମାହାନ୍ତ, ପି: ଚୈତନ୍ୟ ମାହାନ୍ତ [485,878,935,891]
nifty-value: 11,341.15 [444,32,506,48]
date-bar: Tuesday, 15 October 2019 [6,52,168,66]
form-field: ୫. ପ୍ରାର୍ଥୀଙ୍କ ବିବରଣୀ : [13,1187,76,1196]
ad-forest-banner: Short Tender Notice for Hiring of Vehicles [247,492,469,507]
ad-handloom-form-title: ତୋଷାଳୀ ଜାତୀୟ ମେଳା - ୨୦୧୯ରେ ଭାଗ ନେବା ପାଇଁ ଆବେଦନ ଫର୍ମ [11,1106,231,1140]
ad-msme-govt: GOVERNMENT OF ODISHA [72,680,170,689]
lead-col2b: ନୀତି ଆୟୋଗର ଥିଲେ ଏହା ଠିକ୍ ଭାବେ କାମ କରିବ କି ନାହିଁ ତାହା ଉପରେ ପ୍ରଶ୍ନ ଉଠୁଛି। ବର୍ତ୍ତମାନ ଦେଶରେ ଆବଶ୍ୟକତା ରହିଛି ଯେ ସରକାର ଏକ ସ୍ଥିର ନୀତି ଗ୍ରହଣ କରନ୍ତୁ। ଅଭିଜିତ କହିଛନ୍ତି ଯେ, ଗ୍ରାମୀଣ ଅର୍ଥନୀତିକୁ ସୁଦୃଢ଼ କରିବା ଆବଶ୍ୟକ। [324,346,414,413]
ad-eproc-rows: 01. Nature of Work :- Construction of Pump House, ESR, OGR, Laying of rising Main, Distribution system, single mouth stand post, SV/AV/NRV chamber, including supplying of necessary materials rpws to different villages under different Block of Balangir District. 02. Total No. of work :- 05 Nos. 03. Estimated Cost :- Rs.363.18 Lakh to 678.51 Lakh. 04. Eligible Class of Contractor :- "A" Special & Super". 05. Period of Completion :- Eighteen Month. 06. Other Details [247,838,469,911]
ad-revenue-no: No.XXI-26 [896,443,934,452]
ad-municipal [4,440,238,628]
dollar-label: Dollar [256,12,296,29]
person-photo-left [418,72,533,148]
ad-scb-title: OFFICE OF THE SUPERINTENDENT, SCB MEDICAL COLLEGE & HOSPITAL, CUTTACK [255,1068,461,1104]
dharitri-logo-sub: DHARITRI [64,38,93,44]
ad-eproc-title: GOVERNMENT OF ODISHA [286,769,430,781]
lead-photo-caption: ଅର୍ଥନୀତିଜ୍ଞ ଅଭିଜିତ ବାନାର୍ଜୀ [337,336,401,343]
ad-handloom-body: ନଂ. 23-PP: ବିଭାଗ ତରଫରୁ ଭୁବନେଶ୍ୱର ଜନତା ମଇଦାନରେ ତା ୧୫.୧୨.୨୦୧୯ ରିଖରୁ ୨୯.୧୨.୨୦୧୯ ପର୍ଯ୍ୟନ୍ତ ତୋଷାଳୀ ଜାତୀୟ ହସ୍ତଶିଳ୍ପ ମେଳା ଆୟୋଜନ କରାଯାଉଅଛି। ଏହି ମେଳାରେ ଭାଗ ନେବା ପାଇଁ ଇଚ୍ଛୁକ ସମବାୟ ସମିତି ଓ ବୁଣାକାରମାନଙ୍କଠାରୁ ଆବେଦନ ଆହ୍ୱାନ କରାଯାଉଅଛି। ଆବେଦନ ପତ୍ର ତା ୧୫.୧୧.୨୦୧୯ ସୁଦ୍ଧା ନିର୍ଦ୍ଦେଶାଳୟରେ ଦାଖଲ କରିବାକୁ ହେବ। [11,1049,231,1091]
ad-municipal-title: OFFICE OF THE MUNICIPAL COUNCIL, RAYAGADA [8,443,184,465]
ad-scb-body: No.400-E :- Sealed Tenders are invited from registered firm / organization having valid GST registration up to date clearance, contact labour license with five year experience in the field of Bio Medical Waste Management in any 1000 beds Govt. Hospital. The detailed terms and conditions in the form of "Tender Paper" will be available in the office of the superintendent from 11.00AM. To 4.00 PM. on all working days consecutively for 30 days from the date of publication in the news paper or can be downloaded from the web site www.scbmch.nic.in within the same period and same time schedule. The tender includes collection of biomedical waste from the segregation site, transportation and storage at the containment area with further transportation to the plant site for treatment and disposal of waste, bar-coding system with Global Positioning System (GPS) as per the Biomedical Waste Rule 2016. The service provider will be provided with existing plants available within the campus. The interested parties can purchase the Tender Paper from the office of the superintendent by paying Rs.5,000/- (Rupees Five thousand) only. If downloaded from the website the same can be submitted with a Demand Draft of Rs.5,000/- (Rupees Five thousand) only in favour of Superintendent, SCB Medical College Hospital, Cuttack payable at Cuttack. The cost of Tender paper is non refundable. The last date of receipt of the tender paper will be 30th days by 2.00 P.M. from the date of publication in the news paper. The tender will be opened in the presence of the Bidders or their authorized representatives in the office of the undersigned, SCB MCH, Cuttack and the date / time of opening of the tender papers will be intimated to all participating bidders subsequently. In the event of failure of any particular bidder or authorized agent to remain present at the time of opening of the tender paper, the tender paper will be opened in the presence of available bidders present at the time of opening. If the last date falls on the Govt. Holiday then the tender papers will be received till 2.00 P.M. on the next working days. Tender received after schedule date and time shall not be entertained. The authority reserves the right to reject / cancel any / all tender papers without assigning any reason thereof. It is mandatory that the tender paper will reach the office of the undersigned only through registered post / speed post. The undersigned has no responsibility for any postal delay / transit delay on the part of bidder. [247,1126,469,1335]
table-row: ୨୮ ୩୩୧ ୦.୧୯ ୦.୦୪ ଦଣ୍ଡା ମନୋରଞ୍ଜନ ଦେହୁରୀ, ପି: ଜୟଦେବ ଦେହୁରୀ [485,1053,935,1066]
ad-revenue-dept: ରାଜସ୍ୱ ଓ ବିପର୍ଯ୍ୟୟ ପରିଚାଳନା ବିଭାଗ [550,476,869,500]
ad-msme-code: 14007/11/0005/1920 [9,864,55,871]
ad-handloom-sign: ସ୍ୱା.- ନିର୍ଦ୍ଦେଶକ, ବୟନଶିଳ୍ପ ନିର୍ଦ୍ଦେଶାଳୟ, ଓଡ଼ିଶା, ଭୁବନେଶ୍ୱର [73,1092,231,1101]
lead-col4: ୨୦୧୬ରେ ସରକାରଙ୍କ ବିମୁଦ୍ରୀକରଣ ପଦକ୍ଷେପକୁ ମଧ୍ୟ ସେ ସମାଲୋଚନା କରିଥିଲେ। ଏହି ପଦକ୍ଷେପ ଅର୍ଥନୀତି ଉପରେ ପ୍ରତିକୂଳ ପ୍ରଭାବ ପକାଇଥିଲା ବୋଲି ସେ କହିଥିଲେ। ନ୍ୟାୟ ଯୋଜନା ପ୍ରସ୍ତୁତିରେ ସେ ସହାୟତା କରିଥିଲେ। [504,244,586,311]
